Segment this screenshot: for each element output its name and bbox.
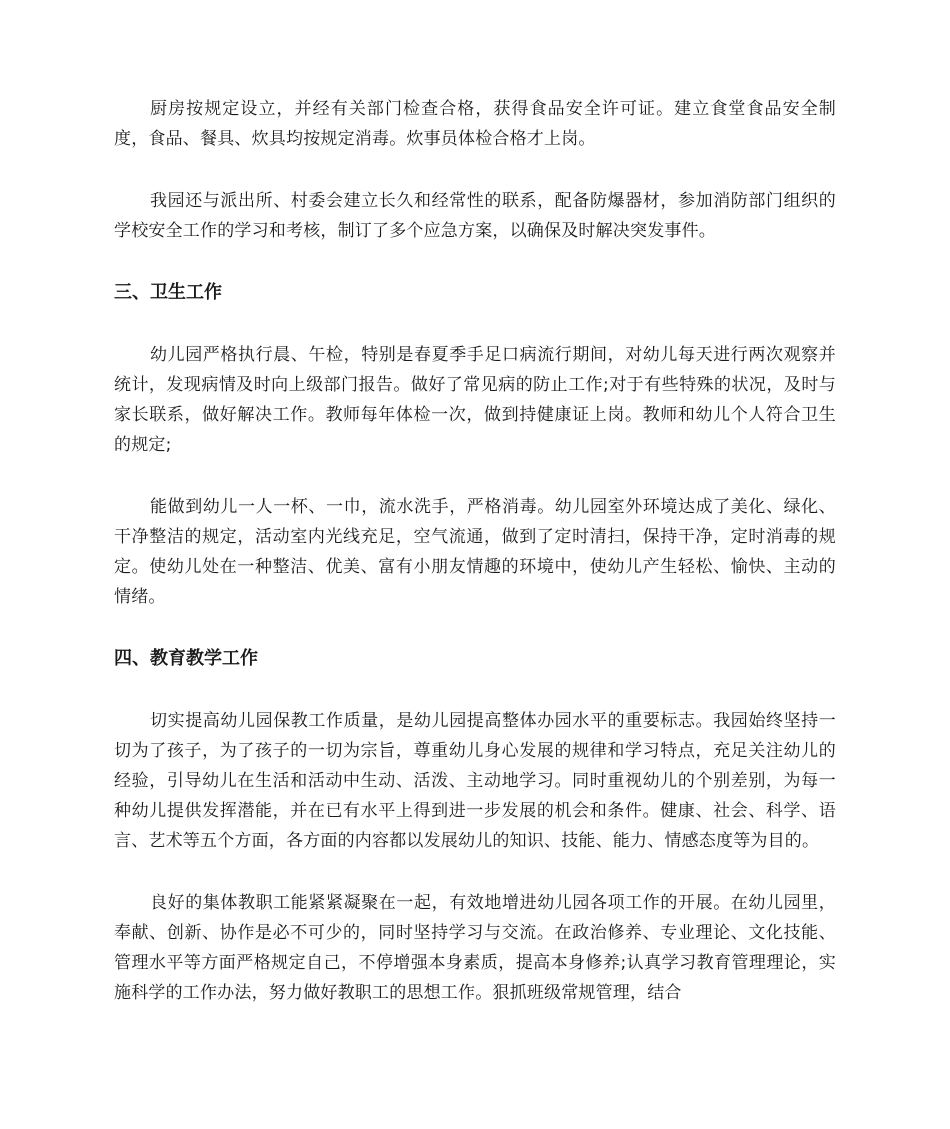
paragraph-environment: 能做到幼儿一人一杯、一巾，流水洗手，严格消毒。幼儿园室外环境达成了美化、绿化、干净整洁的规定，活动室内光线充足，空气流通，做到了定时清扫，保持干净，定时消毒的规定。使幼儿处在一种整洁、优美、富有小朋友情趣的环境中，使幼儿产生轻松、愉快、主动的情绪。	[114, 497, 836, 607]
paragraph-staff-team: 良好的集体教职工能紧紧凝聚在一起，有效地增进幼儿园各项工作的开展。在幼儿园里，奉献、创新、协作是必不可少的，同时坚持学习与交流。在政治修养、专业理论、文化技能、管理水平等方面严格规定自己，不停增强本身素质，提高本身修养;认真学习教育管理理论，实施科学的工作办法，努力做好教职工的思想工作。狠抓班级常规管理，结合	[114, 893, 836, 1003]
paragraph-kitchen-safety: 厨房按规定设立，并经有关部门检查合格，获得食品安全许可证。建立食堂食品安全制度，食品、餐具、炊具均按规定消毒。炊事员体检合格才上岗。	[114, 99, 836, 149]
section-heading-hygiene: 三、卫生工作	[114, 282, 222, 303]
document-page	[114, 94, 836, 1008]
paragraph-teaching-quality: 切实提高幼儿园保教工作质量，是幼儿园提高整体办园水平的重要标志。我园始终坚持一切为了孩子，为了孩子的一切为宗旨，尊重幼儿身心发展的规律和学习特点，充足关注幼儿的经验，引导幼儿在生活和活动中生动、活泼、主动地学习。同时重视幼儿的个别差别，为每一种幼儿提供发挥潜能，并在已有水平上得到进一步发展的机会和条件。健康、社会、科学、语言、艺术等五个方面，各方面的内容都以发展幼儿的知识、技能、能力、情感态度等为目的。	[114, 711, 836, 851]
paragraph-health-checks: 幼儿园严格执行晨、午检，特别是春夏季手足口病流行期间，对幼儿每天进行两次观察并统计，发现病情及时向上级部门报告。做好了常见病的防止工作;对于有些特殊的状况，及时与家长联系，做好解决工作。教师每年体检一次，做到持健康证上岗。教师和幼儿个人符合卫生的规定;	[114, 345, 836, 455]
section-heading-teaching: 四、教育教学工作	[114, 648, 258, 669]
paragraph-community-liaison: 我园还与派出所、村委会建立长久和经常性的联系，配备防爆器材，参加消防部门组织的学校安全工作的学习和考核，制订了多个应急方案，以确保及时解决突发事件。	[114, 191, 836, 241]
